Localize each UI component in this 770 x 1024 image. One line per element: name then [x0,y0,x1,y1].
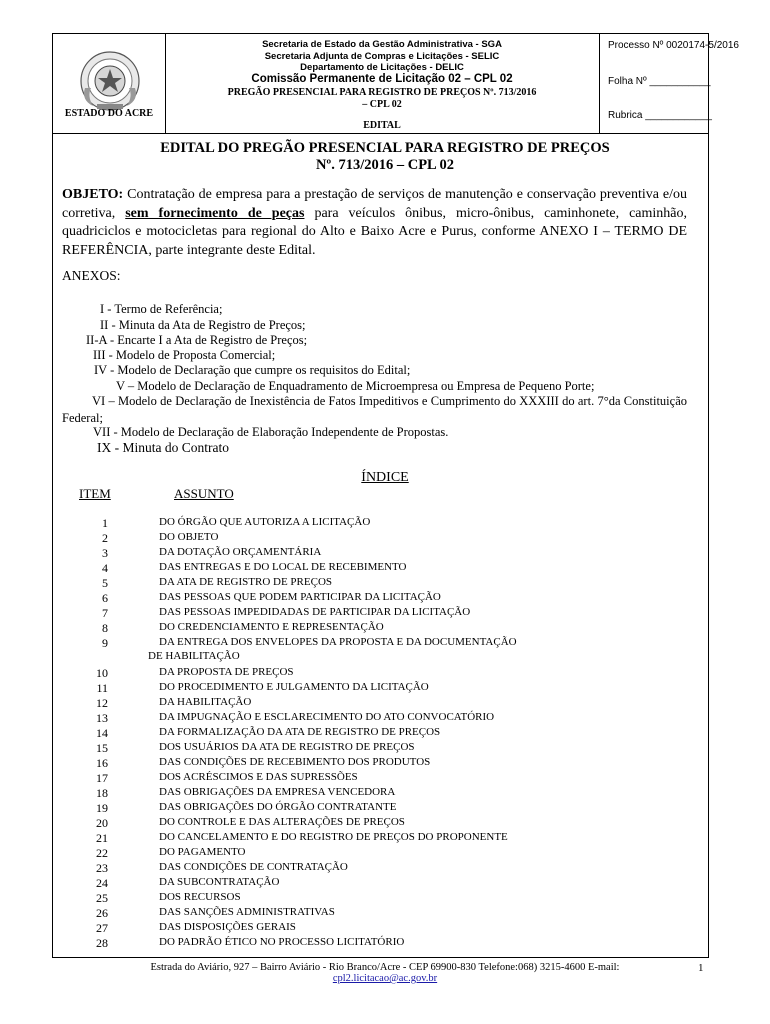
item-number: 10 [96,666,108,680]
anexo-item: IV - Modelo de Declaração que cumpre os requisitos do Edital; [94,363,411,377]
table-row [0,741,770,756]
item-number: 16 [96,756,108,770]
item-number: 9 [102,636,108,650]
item-number: 3 [102,546,108,560]
item-subject: DO PADRÃO ÉTICO NO PROCESSO LICITATÓRIO [159,936,405,948]
item-number: 11 [96,681,108,695]
table-row [0,921,770,936]
item-number: 23 [96,861,108,875]
item-subject: DO ÓRGÃO QUE AUTORIZA A LICITAÇÃO [159,516,371,528]
state-name: ESTADO DO ACRE [64,108,154,119]
item-number: 1 [102,516,108,530]
processo-number: Processo Nº 0020174-5/2016 [608,40,739,51]
indice-heading: ÍNDICE [361,470,409,485]
table-row [0,621,770,636]
item-number: 13 [96,711,108,725]
table-row [0,576,770,591]
table-row [0,531,770,546]
item-number: 12 [96,696,108,710]
state-seal-icon [77,48,143,114]
item-subject: DAS SANÇÕES ADMINISTRATIVAS [159,906,335,918]
item-number: 7 [102,606,108,620]
item-number: 8 [102,621,108,635]
document-header [52,33,739,134]
item-subject: DAS OBRIGAÇÕES DA EMPRESA VENCEDORA [159,786,396,798]
item-subject: DAS OBRIGAÇÕES DO ÓRGÃO CONTRATANTE [159,801,397,813]
item-subject: DOS ACRÉSCIMOS E DAS SUPRESSÕES [159,771,358,783]
departamento-line: Departamento de Licitações - DELIC [300,62,464,73]
table-row [0,876,770,891]
item-number: 26 [96,906,108,920]
pregao-line-1: PREGÃO PRESENCIAL PARA REGISTRO DE PREÇOS Nº. 713/2016 [227,87,537,98]
table-row [0,891,770,906]
item-subject: DO CONTROLE E DAS ALTERAÇÕES DE PREÇOS [159,816,405,828]
table-row [0,546,770,561]
table-row [0,711,770,726]
anexo-item: I - Termo de Referência; [100,302,223,316]
secretaria-line: Secretaria de Estado da Gestão Administrativa - SGA [262,39,502,50]
item-number: 28 [96,936,108,950]
rubrica-field: Rubrica ____________ [608,110,712,121]
anexo-item: VI – Modelo de Declaração de Inexistência de Fatos Impeditivos e Cumprimento do XXXIII do art. 7°da Constituição Federal; [62,394,687,425]
pregao-line-2: – CPL 02 [362,99,402,110]
item-subject: DOS RECURSOS [159,891,241,903]
item-subject: DAS PESSOAS QUE PODEM PARTICIPAR DA LICITAÇÃO [159,591,441,603]
anexo-item: III - Modelo de Proposta Comercial; [93,348,276,362]
item-number: 14 [96,726,108,740]
item-number: 20 [96,816,108,830]
item-number: 17 [96,771,108,785]
table-row [0,786,770,801]
edital-label: EDITAL [363,120,401,131]
item-number: 19 [96,801,108,815]
table-row [0,816,770,831]
item-subject: DO CANCELAMENTO E DO REGISTRO DE PREÇOS DO PROPONENTE [159,831,508,843]
item-subject: DA ENTREGA DOS ENVELOPES DA PROPOSTA E DA DOCUMENTAÇÃO [159,636,517,648]
objeto-text-a: Contratação de empresa para a prestação de serviços de manutenção e conservação preventiva e/ou corretiva, [62,187,687,221]
item-number: 2 [102,531,108,545]
item-number: 6 [102,591,108,605]
item-subject: DA IMPUGNAÇÃO E ESCLARECIMENTO DO ATO CONVOCATÓRIO [159,711,495,723]
item-number: 15 [96,741,108,755]
item-subject: DA ATA DE REGISTRO DE PREÇOS [159,576,333,588]
col-header-assunto: ASSUNTO [174,486,234,501]
item-number: 21 [96,831,108,845]
header-left-cell [53,34,166,133]
item-number: 18 [96,786,108,800]
item-subject: DA FORMALIZAÇÃO DA ATA DE REGISTRO DE PREÇOS [159,726,441,738]
item-number: 24 [96,876,108,890]
item-subject: DO PROCEDIMENTO E JULGAMENTO DA LICITAÇÃO [159,681,429,693]
item-subject: DAS PESSOAS IMPEDIDADAS DE PARTICIPAR DA LICITAÇÃO [159,606,471,618]
table-row [0,846,770,861]
page-number: 1 [698,962,704,974]
header-center-cell [165,34,600,133]
table-row [0,726,770,741]
footer-address: Estrada do Aviário, 927 – Bairro Aviário - Rio Branco/Acre - CEP 69900-830 Telefone:068) 3215-4600 E-mail: [150,962,620,973]
comissao-line: Comissão Permanente de Licitação 02 – CPL 02 [251,73,513,85]
anexo-item: V – Modelo de Declaração de Enquadramento de Microempresa ou Empresa de Pequeno Porte; [116,379,595,393]
table-row [0,606,770,621]
item-number: 27 [96,921,108,935]
anexos-heading: ANEXOS: [62,268,121,283]
item-subject: DOS USUÁRIOS DA ATA DE REGISTRO DE PREÇOS [159,741,415,753]
table-row [0,831,770,846]
document-title-line-1: EDITAL DO PREGÃO PRESENCIAL PARA REGISTRO DE PREÇOS [160,140,610,156]
item-number: 5 [102,576,108,590]
item-subject: DAS DISPOSIÇÕES GERAIS [159,921,296,933]
item-subject: DA SUBCONTRATAÇÃO [159,876,280,888]
table-row [0,771,770,786]
item-number: 25 [96,891,108,905]
table-row [0,906,770,921]
objeto-paragraph [62,186,687,260]
table-row [0,681,770,696]
item-subject: DO CREDENCIAMENTO E REPRESENTAÇÃO [159,621,384,633]
anexo-item: II - Minuta da Ata de Registro de Preços; [100,318,306,332]
table-row [0,696,770,711]
table-row [0,636,770,651]
secretaria-adjunta-line: Secretaria Adjunta de Compras e Licitações - SELIC [264,51,500,62]
item-subject: DA DOTAÇÃO ORÇAMENTÁRIA [159,546,322,558]
table-row [0,561,770,576]
folha-field: Folha Nº ___________ [608,76,711,87]
item-subject: DAS CONDIÇÕES DE RECEBIMENTO DOS PRODUTOS [159,756,431,768]
item-subject: DAS ENTREGAS E DO LOCAL DE RECEBIMENTO [159,561,407,573]
table-row [0,516,770,531]
table-row [0,936,770,951]
table-row [0,861,770,876]
item-subject: DO OBJETO [159,531,219,543]
footer [0,962,770,984]
table-row [0,756,770,771]
table-row [0,666,770,681]
anexo-item: IX - Minuta do Contrato [97,440,229,455]
table-row [0,591,770,606]
item-subject: DA PROPOSTA DE PREÇOS [159,666,294,678]
objeto-text-b: para veículos ônibus, micro-ônibus, caminhonete, caminhão, quadriciclos e motocicletas para regional do Alto e Baixo Acre e Purus, conforme ANEXO I – TERMO DE REFERÊNCIA, parte integrante deste Edital. [62,205,688,258]
anexo-item: VII - Modelo de Declaração de Elaboração Independente de Propostas. [93,425,449,439]
objeto-underlined: sem fornecimento de peças [125,205,305,221]
header-right-cell [600,34,739,133]
item-subject: DA HABILITAÇÃO [159,696,252,708]
item-number: 22 [96,846,108,860]
item-subject: DAS CONDIÇÕES DE CONTRATAÇÃO [159,861,348,873]
col-header-item: ITEM [79,486,111,501]
document-title-line-2: Nº. 713/2016 – CPL 02 [315,157,455,173]
item-number: 4 [102,561,108,575]
anexo-item: II-A - Encarte I a Ata de Registro de Preços; [86,333,308,347]
item-subject-continuation: DE HABILITAÇÃO [148,650,240,662]
objeto-label: OBJETO: [62,187,124,202]
item-subject: DO PAGAMENTO [159,846,246,858]
footer-email-link[interactable]: cpl2.licitacao@ac.gov.br [332,973,438,984]
table-row [0,801,770,816]
